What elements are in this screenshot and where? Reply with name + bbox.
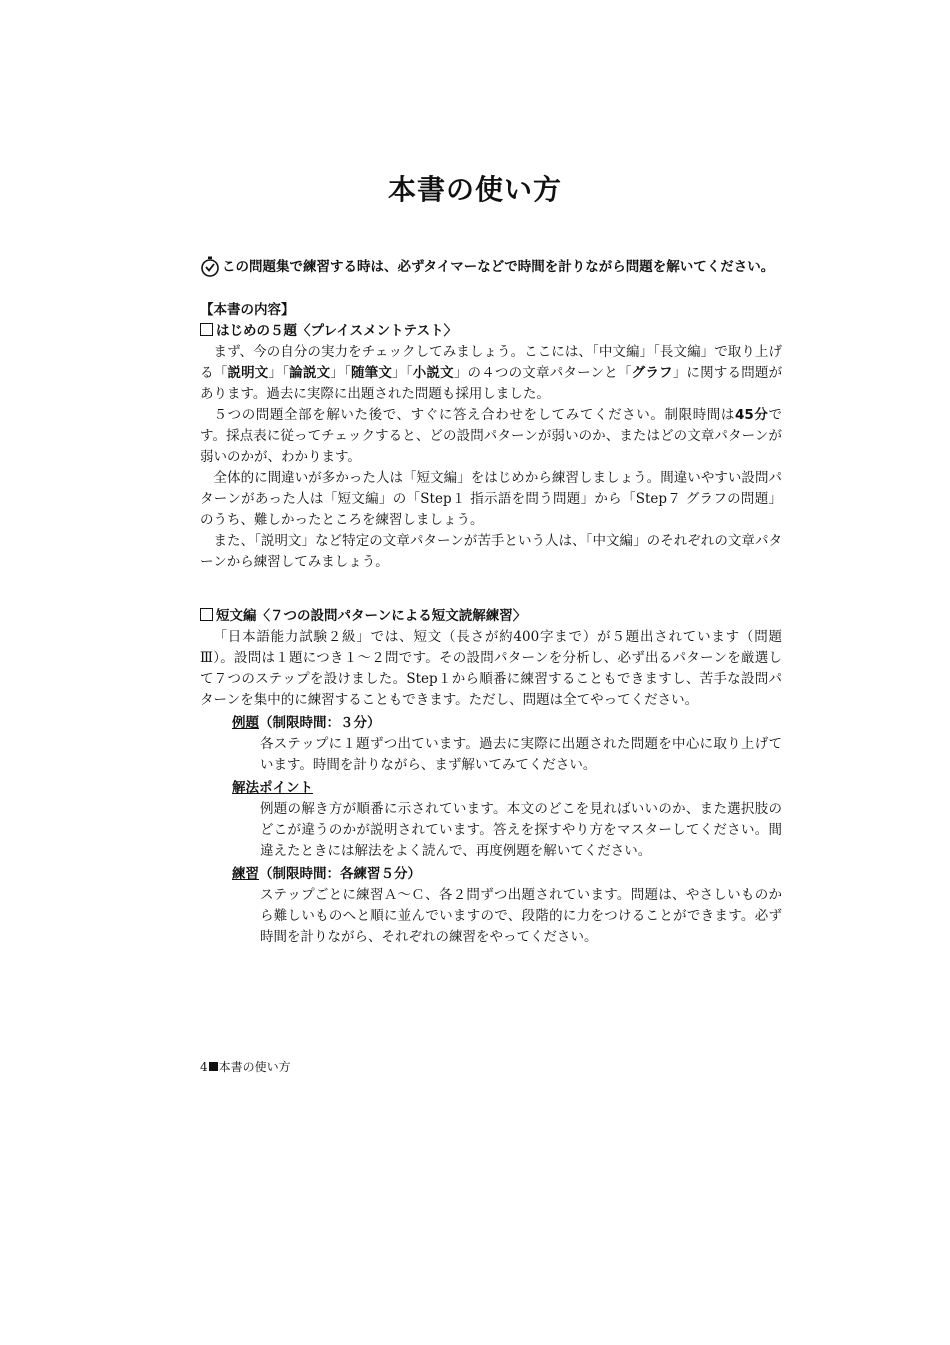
checkbox-square-icon xyxy=(200,608,213,621)
intro-heading xyxy=(200,321,782,342)
stopwatch-icon xyxy=(200,256,220,277)
practice-body: ステップごとに練習Ａ～Ｃ、各２問ずつ出題されています。問題は、やさしいものから難しいものへと順に並んでいますので、段階的に力をつけることができます。必ず時間を計りながら、それぞれの練習をやってください。 xyxy=(260,887,782,945)
intro-paragraph-2: ５つの問題全部を解いた後で、すぐに答え合わせをしてみてください。制限時間は45分です。採点表に従ってチェックすると、どの設問パターンが弱いのか、またはどの文章パターンが弱いのかが、わかります。 xyxy=(200,407,782,465)
short-heading xyxy=(200,606,782,627)
page-footer xyxy=(200,1058,291,1075)
short-paragraph-1: 「日本語能力試験２級」では、短文（長さが約400字まで）が５題出されています（問題Ⅲ）。設問は１題につき１～２問です。その設問パターンを分析し、必ず出るパターンを厳選して７つのステップを設けました。Step１から順番に練習することもできますし、苦手な設問パターンを集中的に練習することもできます。ただし、問題は全てやってください。 xyxy=(200,629,782,708)
example-body: 各ステップに１題ずつ出ています。過去に実際に出題された問題を中心に取り上げています。時間を計りながら、まず解いてみてください。 xyxy=(260,736,782,773)
points-heading: 解法ポイント xyxy=(232,780,313,796)
footer-label: 本書の使い方 xyxy=(218,1060,291,1074)
short-heading-text: 短文編〈７つの設問パターンによる短文読解練習〉 xyxy=(216,608,527,624)
contents-heading: 【本書の内容】 xyxy=(200,302,295,318)
intro-paragraph-1: まず、今の自分の実力をチェックしてみましょう。ここには、「中文編」「長文編」で取り上げる「説明文」「論説文」「随筆文」「小説文」の４つの文章パターンと「グラフ」に関する問題があります。過去に実際に出題された問題も採用しました。 xyxy=(200,344,783,402)
practice-heading: 練習（制限時間：各練習５分） xyxy=(232,866,421,882)
intro-paragraph-4: また、「説明文」など特定の文章パターンが苦手という人は、「中文編」のそれぞれの文章パターンから練習してみましょう。 xyxy=(200,533,782,570)
intro-paragraph-3: 全体的に間違いが多かった人は「短文編」をはじめから練習しましょう。間違いやすい設問パターンがあった人は「短文編」の「Step１ 指示語を問う問題」から「Step７ グラフの問題」のうち、難しかったところを練習しましょう。 xyxy=(200,470,782,528)
page-number: 4 xyxy=(200,1060,208,1074)
checkbox-square-icon xyxy=(200,323,213,336)
example-heading: 例題（制限時間：３分） xyxy=(232,715,381,731)
page-title: 本書の使い方 xyxy=(387,173,562,206)
intro-heading-text: はじめの５題〈プレイスメントテスト〉 xyxy=(216,323,458,339)
main-content xyxy=(200,300,782,948)
timer-notice xyxy=(200,255,800,277)
points-body: 例題の解き方が順番に示されています。本文のどこを見ればいいのか、また選択肢のどこが違うのかが説明されています。答えを探すやり方をマスターしてください。間違えたときには解法をよく読んで、再度例題を解いてください。 xyxy=(260,801,782,859)
black-square-icon xyxy=(209,1062,218,1071)
notice-text: この問題集で練習する時は、必ずタイマーなどで時間を計りながら問題を解いてください。 xyxy=(222,259,775,275)
